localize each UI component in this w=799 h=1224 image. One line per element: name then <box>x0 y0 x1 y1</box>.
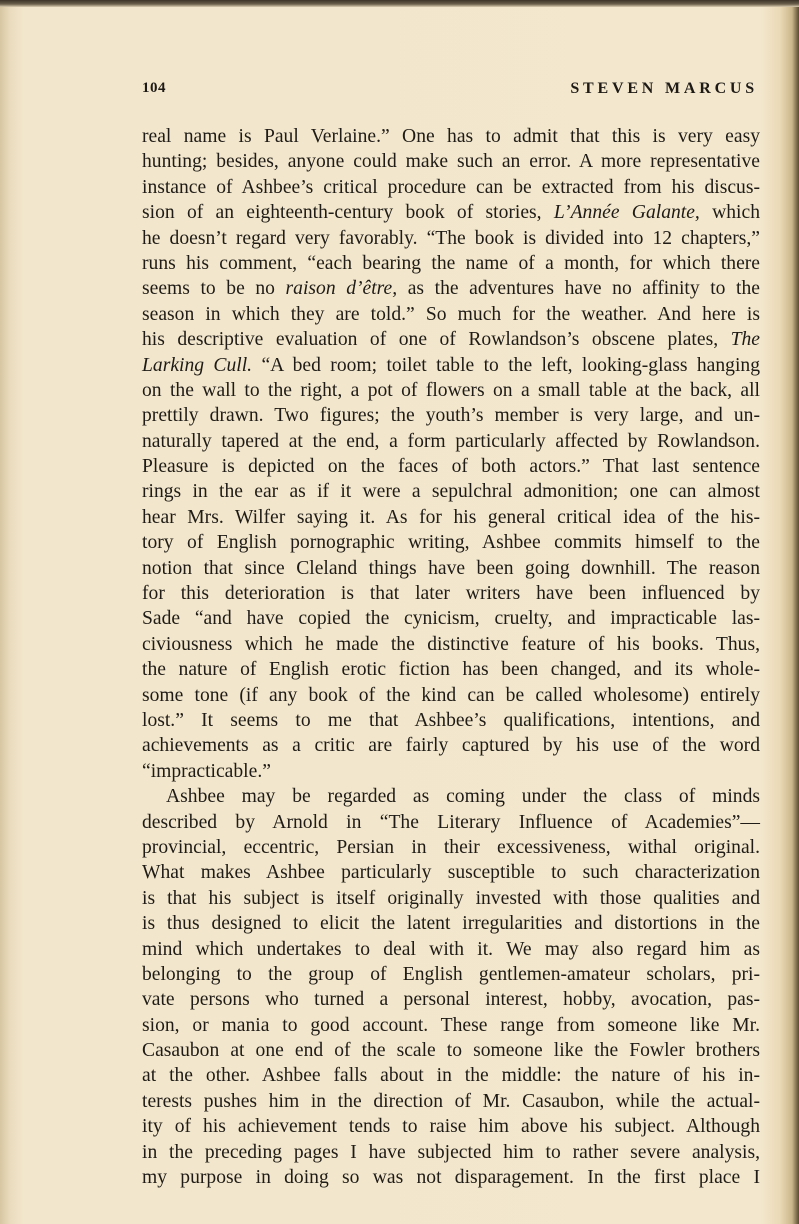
text-line: ity of his achievement tends to raise him above his subject. Although <box>142 1116 760 1138</box>
plate-title: Larking Cull. <box>142 354 253 376</box>
page-top-edge <box>0 0 799 7</box>
text-line: is thus designed to elicit the latent irregularities and distortions in the <box>142 913 760 935</box>
text-line: achievements as a critic are fairly captured by his use of the word <box>142 735 760 757</box>
text-line: vate persons who turned a personal interest, hobby, avocation, pas- <box>142 989 760 1011</box>
text-line: civiousness which he made the distinctive feature of his books. Thus, <box>142 633 760 655</box>
text-line: season in which they are told.” So much for the weather. And here is <box>142 303 760 325</box>
text-line: provincial, eccentric, Persian in their excessiveness, withal original. <box>142 836 760 858</box>
text-line: Sade “and have copied the cynicism, cruelty, and impracticable las- <box>142 608 760 630</box>
book-title: L’Année Galante, <box>553 202 700 224</box>
paragraph-first-line: Ashbee may be regarded as coming under the class of minds <box>166 786 760 808</box>
text-segment: his descriptive evaluation of one of Rowlandson’s obscene plates, <box>142 329 719 351</box>
text-line: naturally tapered at the end, a form particularly affected by Rowlandson. <box>142 430 760 452</box>
text-line: prettily drawn. Two figures; the youth’s member is very large, and un- <box>142 405 760 427</box>
paragraph-end-line: “impracticable.” <box>142 760 271 782</box>
running-head <box>142 80 758 104</box>
foreign-phrase: raison d’être, <box>285 278 398 300</box>
text-line: he doesn’t regard very favorably. “The book is divided into 12 chapters,” <box>142 227 760 249</box>
text-line: runs his comment, “each bearing the name of a month, for which there <box>142 252 760 274</box>
text-line: tory of English pornographic writing, Ashbee commits himself to the <box>142 532 760 554</box>
text-line: for this deterioration is that later writers have been influenced by <box>142 583 760 605</box>
text-line: Casaubon at one end of the scale to someone like the Fowler brothers <box>142 1040 760 1062</box>
text-line: instance of Ashbee’s critical procedure can be extracted from his discus- <box>142 176 760 198</box>
body-text <box>142 124 760 1190</box>
text-line <box>142 353 760 378</box>
text-line: my purpose in doing so was not disparagement. In the first place I <box>142 1167 760 1189</box>
text-line: hunting; besides, anyone could make such an error. A more representative <box>142 151 760 173</box>
text-line: belonging to the group of English gentlemen-amateur scholars, pri- <box>142 963 760 985</box>
text-line: sion, or mania to good account. These range from someone like Mr. <box>142 1014 760 1036</box>
text-line: at the other. Ashbee falls about in the middle: the nature of his in- <box>142 1065 760 1087</box>
page-number: 104 <box>142 80 166 96</box>
text-line: Pleasure is depicted on the faces of both actors.” That last sentence <box>142 456 760 478</box>
text-segment: sion of an eighteenth-century book of stories, <box>142 202 542 224</box>
text-line: notion that since Cleland things have been going downhill. The reason <box>142 557 760 579</box>
text-line: in the preceding pages I have subjected him to rather severe analysis, <box>142 1141 760 1163</box>
text-segment: which <box>712 202 760 224</box>
text-line: real name is Paul Verlaine.” One has to admit that this is very easy <box>142 126 760 147</box>
text-line: the nature of English erotic fiction has been changed, and its whole- <box>142 659 760 681</box>
text-line: terests pushes him in the direction of Mr. Casaubon, while the actual- <box>142 1090 760 1112</box>
text-line: rings in the ear as if it were a sepulchral admonition; one can almost <box>142 481 760 503</box>
text-line: on the wall to the right, a pot of flowers on a small table at the back, all <box>142 379 760 401</box>
text-line <box>142 276 760 301</box>
text-line: some tone (if any book of the kind can be called wholesome) entirely <box>142 684 760 706</box>
running-head-author: STEVEN MARCUS <box>570 80 758 97</box>
text-line: described by Arnold in “The Literary Influence of Academies”— <box>142 811 760 833</box>
text-line <box>142 327 760 352</box>
text-segment: seems to be no <box>142 278 275 300</box>
text-segment: “A bed room; toilet table to the left, looking-glass hanging <box>261 354 761 376</box>
text-line <box>142 200 760 225</box>
plate-title: The <box>730 329 760 351</box>
text-line: lost.” It seems to me that Ashbee’s qualifications, intentions, and <box>142 709 760 731</box>
text-line: is that his subject is itself originally invested with those qualities and <box>142 887 760 909</box>
text-line: mind which undertakes to deal with it. We may also regard him as <box>142 938 760 960</box>
text-line: What makes Ashbee particularly susceptible to such characterization <box>142 862 760 884</box>
text-segment: as the adventures have no affinity to the <box>407 278 760 300</box>
text-line: hear Mrs. Wilfer saying it. As for his general critical idea of the his- <box>142 506 760 528</box>
